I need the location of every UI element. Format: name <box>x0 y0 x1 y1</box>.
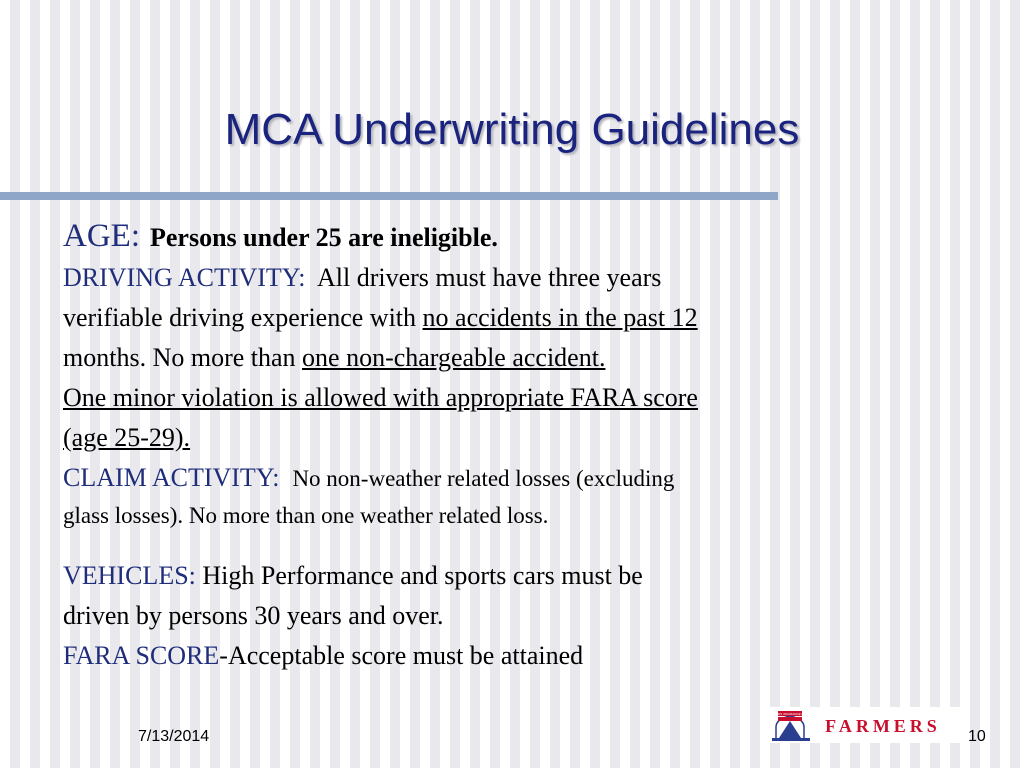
claim-text-1: No non-weather related losses (excluding <box>292 466 675 491</box>
age-text: Persons under 25 are ineligible. <box>150 223 498 252</box>
driving-text-1: All drivers must have three years <box>317 263 662 292</box>
claim-activity-label: CLAIM ACTIVITY: <box>63 463 280 492</box>
driving-line-2 <box>63 298 923 338</box>
vehicles-label: VEHICLES: <box>63 561 196 590</box>
title-divider <box>0 192 778 200</box>
footer-date: 7/13/2014 <box>138 728 210 745</box>
fara-score-label: FARA SCORE <box>63 641 220 670</box>
vehicles-line-1 <box>63 556 923 596</box>
vehicles-text-1: High Performance and sports cars must be <box>202 561 643 590</box>
slide-title: MCA Underwriting Guidelines <box>224 105 800 154</box>
driving-line-3 <box>63 338 923 378</box>
farmers-shield-text: FARMERS INSURANCE GROUP <box>768 712 813 716</box>
page-number: 10 <box>968 728 986 745</box>
age-line <box>63 216 923 258</box>
slide-body <box>63 216 923 676</box>
driving-text-2b: no accidents in the past 12 <box>422 303 698 332</box>
driving-text-3a: months. No more than <box>63 343 303 372</box>
violation-line-2: (age 25-29). <box>63 423 191 452</box>
farmers-wordmark: FARMERS <box>825 716 941 736</box>
driving-activity-label: DRIVING ACTIVITY: <box>63 263 306 292</box>
vehicles-line-2: driven by persons 30 years and over. <box>63 601 444 630</box>
fara-text: -Acceptable score must be attained <box>219 641 584 670</box>
age-label: AGE: <box>63 218 140 254</box>
driving-text-3b: one non-chargeable accident. <box>302 343 606 372</box>
violation-line-1: One minor violation is allowed with appropriate FARA score <box>63 383 698 412</box>
driving-text-2a: verifiable driving experience with <box>63 303 423 332</box>
farmers-logo <box>768 707 964 743</box>
claim-line-1 <box>63 458 923 498</box>
claim-line-2: glass losses). No more than one weather related loss. <box>63 503 549 528</box>
driving-line-1 <box>63 258 923 298</box>
spacer <box>63 534 923 556</box>
fara-line <box>63 636 923 676</box>
